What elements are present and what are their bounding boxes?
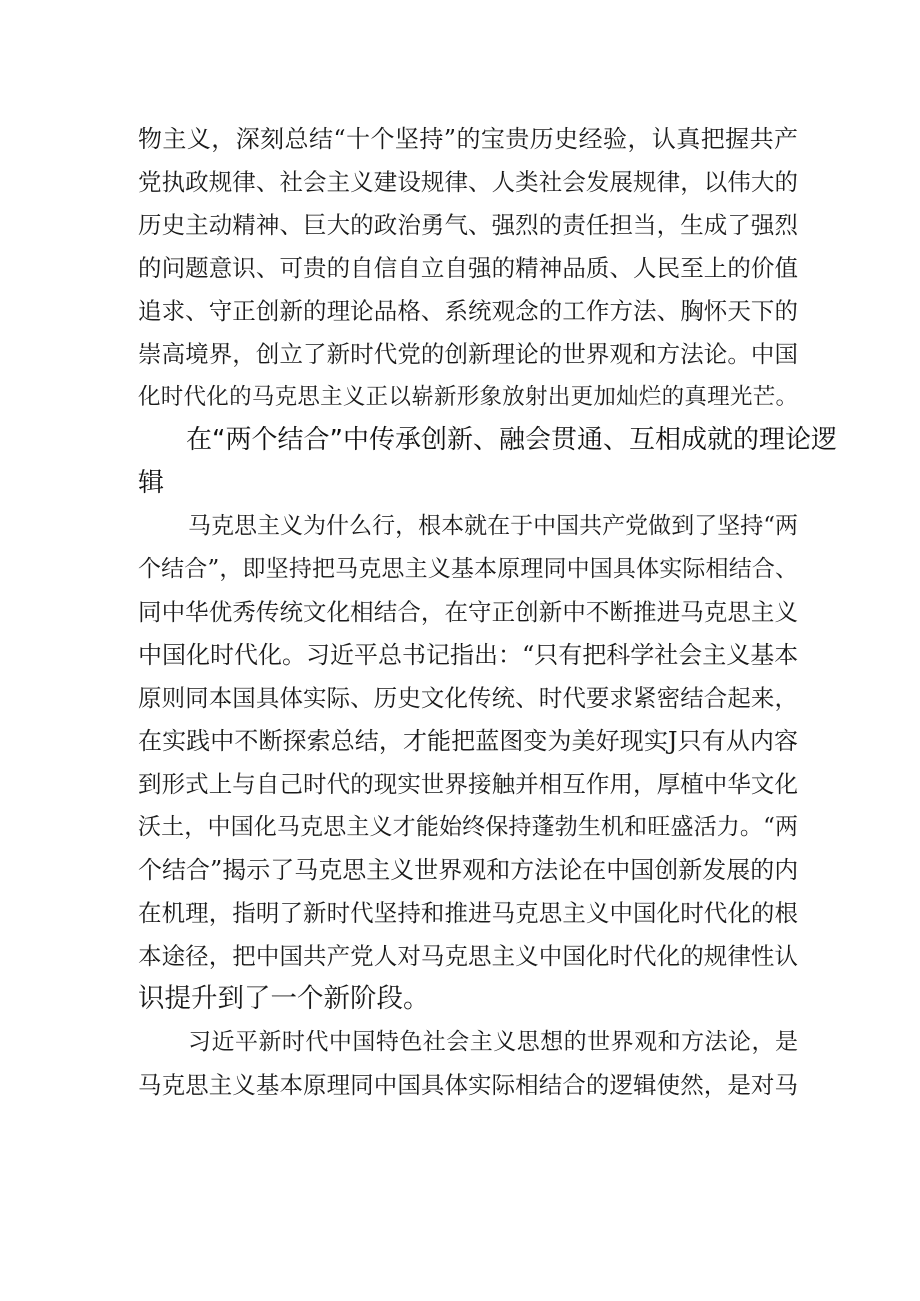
text-line: 同中华优秀传统文化相结合，在守正创新中不断推进马克思主义 bbox=[138, 598, 798, 626]
text-line: 的问题意识、可贵的自信自立自强的精神品质、人民至上的价值 bbox=[138, 254, 798, 282]
section-heading-line: 辑 bbox=[138, 468, 165, 498]
text-line: 个结合”，即坚持把马克思主义基本原理同中国具体实际相结合、 bbox=[138, 556, 798, 582]
text-line: 党执政规律、社会主义建设规律、人类社会发展规律，以伟大的 bbox=[138, 168, 798, 196]
text-line: 化时代化的马克思主义正以崭新形象放射出更加灿烂的真理光芒。 bbox=[138, 384, 798, 410]
text-line: 马克思主义为什么行，根本就在于中国共产党做到了坚持“两 bbox=[188, 513, 798, 539]
text-line: 习近平新时代中国特色社会主义思想的世界观和方法论，是 bbox=[188, 1029, 798, 1055]
text-line: 到形式上与自己时代的现实世界接触并相互作用，厚植中华文化 bbox=[138, 770, 798, 798]
text-line: 识提升到了一个新阶段。 bbox=[138, 983, 430, 1014]
text-line: 中国化时代化。习近平总书记指出：“只有把科学社会主义基本 bbox=[138, 641, 798, 669]
text-line: 本途径，把中国共产党人对马克思主义中国化时代化的规律性认 bbox=[138, 942, 798, 970]
text-line: 在机理，指明了新时代坚持和推进马克思主义中国化时代化的根 bbox=[138, 899, 798, 927]
text-line: 马克思主义基本原理同中国具体实际相结合的逻辑使然，是对马 bbox=[138, 1071, 798, 1099]
text-line: 追求、守正创新的理论品格、系统观念的工作方法、胸怀天下的 bbox=[138, 297, 798, 325]
text-line: 个结合”揭示了马克思主义世界观和方法论在中国创新发展的内 bbox=[138, 856, 798, 884]
text-line: 在实践中不断探索总结，才能把蓝图变为美好现实J只有从内容 bbox=[138, 727, 798, 755]
text-line: 历史主动精神、巨大的政治勇气、强烈的责任担当，生成了强烈 bbox=[138, 211, 798, 239]
text-line: 物主义，深刻总结“十个坚持”的宝贵历史经验，认真把握共产 bbox=[138, 125, 798, 153]
text-line: 崇高境界，创立了新时代党的创新理论的世界观和方法论。中国 bbox=[138, 340, 798, 368]
text-line: 原则同本国具体实际、历史文化传统、时代要求紧密结合起来， bbox=[138, 684, 798, 712]
text-line: 沃土，中国化马克思主义才能始终保持蓬勃生机和旺盛活力。“两 bbox=[138, 814, 798, 840]
section-heading-line: 在“两个结合”中传承创新、融会贯通、互相成就的理论逻 bbox=[186, 425, 837, 455]
